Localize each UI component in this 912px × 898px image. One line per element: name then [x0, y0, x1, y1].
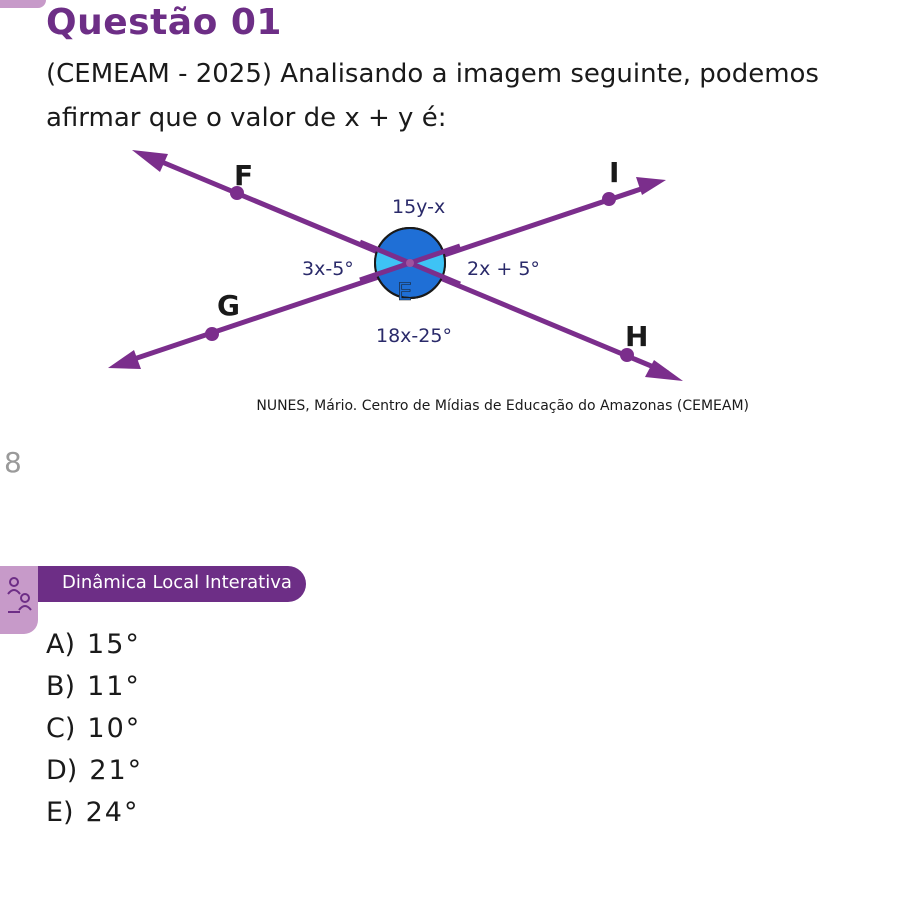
option-a[interactable] — [46, 624, 143, 666]
option-c[interactable] — [46, 708, 143, 750]
option-d[interactable] — [46, 750, 143, 792]
option-letter: C) — [46, 713, 76, 744]
question-statement: (CEMEAM - 2025) Analisando a imagem seguinte, podemos afirmar que o valor de x + y é: — [46, 59, 819, 133]
point-h-label: H — [625, 320, 649, 353]
option-value: 10° — [87, 713, 142, 744]
intersecting-lines-figure — [0, 140, 912, 420]
arrow-head-f — [132, 150, 168, 172]
point-e-label: E — [397, 278, 413, 306]
point-e-dot — [406, 259, 414, 267]
arrow-head-g — [108, 350, 141, 369]
option-value: 11° — [87, 671, 141, 702]
option-b[interactable] — [46, 666, 143, 708]
point-g-label: G — [217, 289, 240, 322]
arrow-head-i — [636, 177, 666, 195]
point-f-label: F — [234, 159, 254, 192]
option-letter: B) — [46, 671, 76, 702]
angle-left-label: 3x-5° — [302, 258, 354, 280]
angle-top-label: 15y-x — [392, 196, 446, 218]
corner-decoration — [0, 0, 46, 8]
option-e[interactable] — [46, 792, 143, 834]
point-i-dot — [602, 192, 616, 206]
people-icon — [6, 576, 34, 616]
angle-right-label: 2x + 5° — [467, 258, 540, 280]
point-i-label: I — [609, 156, 620, 189]
option-value: 15° — [87, 629, 141, 660]
option-value: 24° — [85, 797, 140, 828]
dli-label: Dinâmica Local Interativa — [62, 572, 292, 593]
figure-caption: NUNES, Mário. Centro de Mídias de Educação do Amazonas (CEMEAM) — [256, 398, 749, 414]
angle-bottom-label: 18x-25° — [376, 325, 452, 347]
option-letter: D) — [46, 755, 78, 786]
page-number: 8 — [4, 446, 22, 479]
option-value: 21° — [89, 755, 144, 786]
question-title: Questão 01 — [46, 2, 282, 43]
point-g-dot — [205, 327, 219, 341]
option-letter: A) — [46, 629, 76, 660]
answer-options — [46, 624, 143, 834]
option-letter: E) — [46, 797, 74, 828]
